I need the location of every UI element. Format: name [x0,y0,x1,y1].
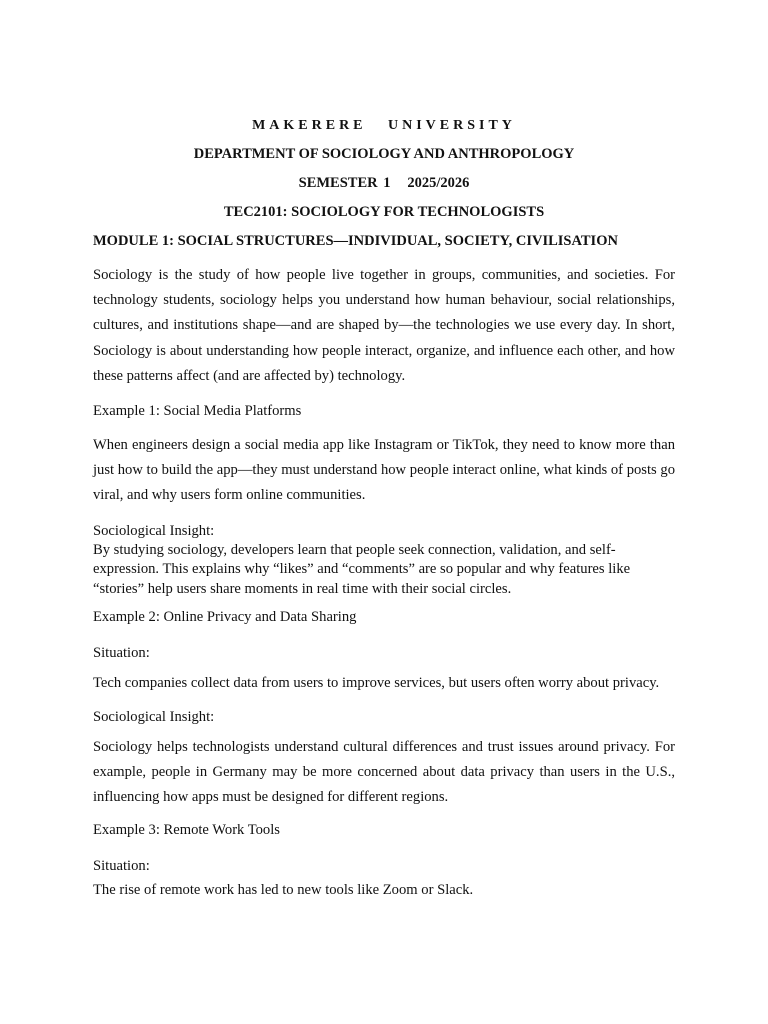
example-2-title: Example 2: Online Privacy and Data Sharing [93,609,357,626]
example-1-insight-label: Sociological Insight: [93,522,215,539]
intro-paragraph: Sociology is the study of how people live together in groups, communities, and societies. For technology students, sociology helps you understand how human behaviour, social relationships, cultures, and institutions shape—and are shaped by—the technologies we use every day. In short, Sociology is about understanding how people interact, organize, and influence each other, and how these patterns affect (and are affected by) technology. [93,267,675,384]
university-name: MAKERERE UNIVERSITY [252,118,516,133]
example-3-title: Example 3: Remote Work Tools [93,822,280,839]
example-1-insight: By studying sociology, developers learn that people seek connection, validation, and self-expression. This explains why “likes” and “comments” are so popular and why features like “stories” help users share moments in real time with their social circles. [93,541,631,597]
example-2-situation: Tech companies collect data from users to improve services, but users often worry about privacy. [93,675,660,692]
semester-line: SEMESTER 1 2025/2026 [298,175,470,191]
course-title: TEC2101: SOCIOLOGY FOR TECHNOLOGISTS [223,204,545,220]
example-3-situation-label: Situation: [93,858,150,875]
example-1-body: When engineers design a social media app like Instagram or TikTok, they need to know more than just how to build the app—they must understand how people interact online, what kinds of posts go viral, and why users form online communities. [93,437,675,504]
example-3-situation: The rise of remote work has led to new tools like Zoom or Slack. [93,882,474,899]
example-2-situation-label: Situation: [93,645,150,662]
module-title: MODULE 1: SOCIAL STRUCTURES—INDIVIDUAL, SOCIETY, CIVILISATION [93,233,618,249]
department-name: DEPARTMENT OF SOCIOLOGY AND ANTHROPOLOGY [193,146,575,162]
example-1-title: Example 1: Social Media Platforms [93,403,302,420]
example-2-insight-label: Sociological Insight: [93,708,215,725]
example-2-insight: Sociology helps technologists understand cultural differences and trust issues around privacy. For example, people in Germany may be more concerned about data privacy than users in the U.S., influencing how apps must be designed for different regions. [93,738,675,806]
